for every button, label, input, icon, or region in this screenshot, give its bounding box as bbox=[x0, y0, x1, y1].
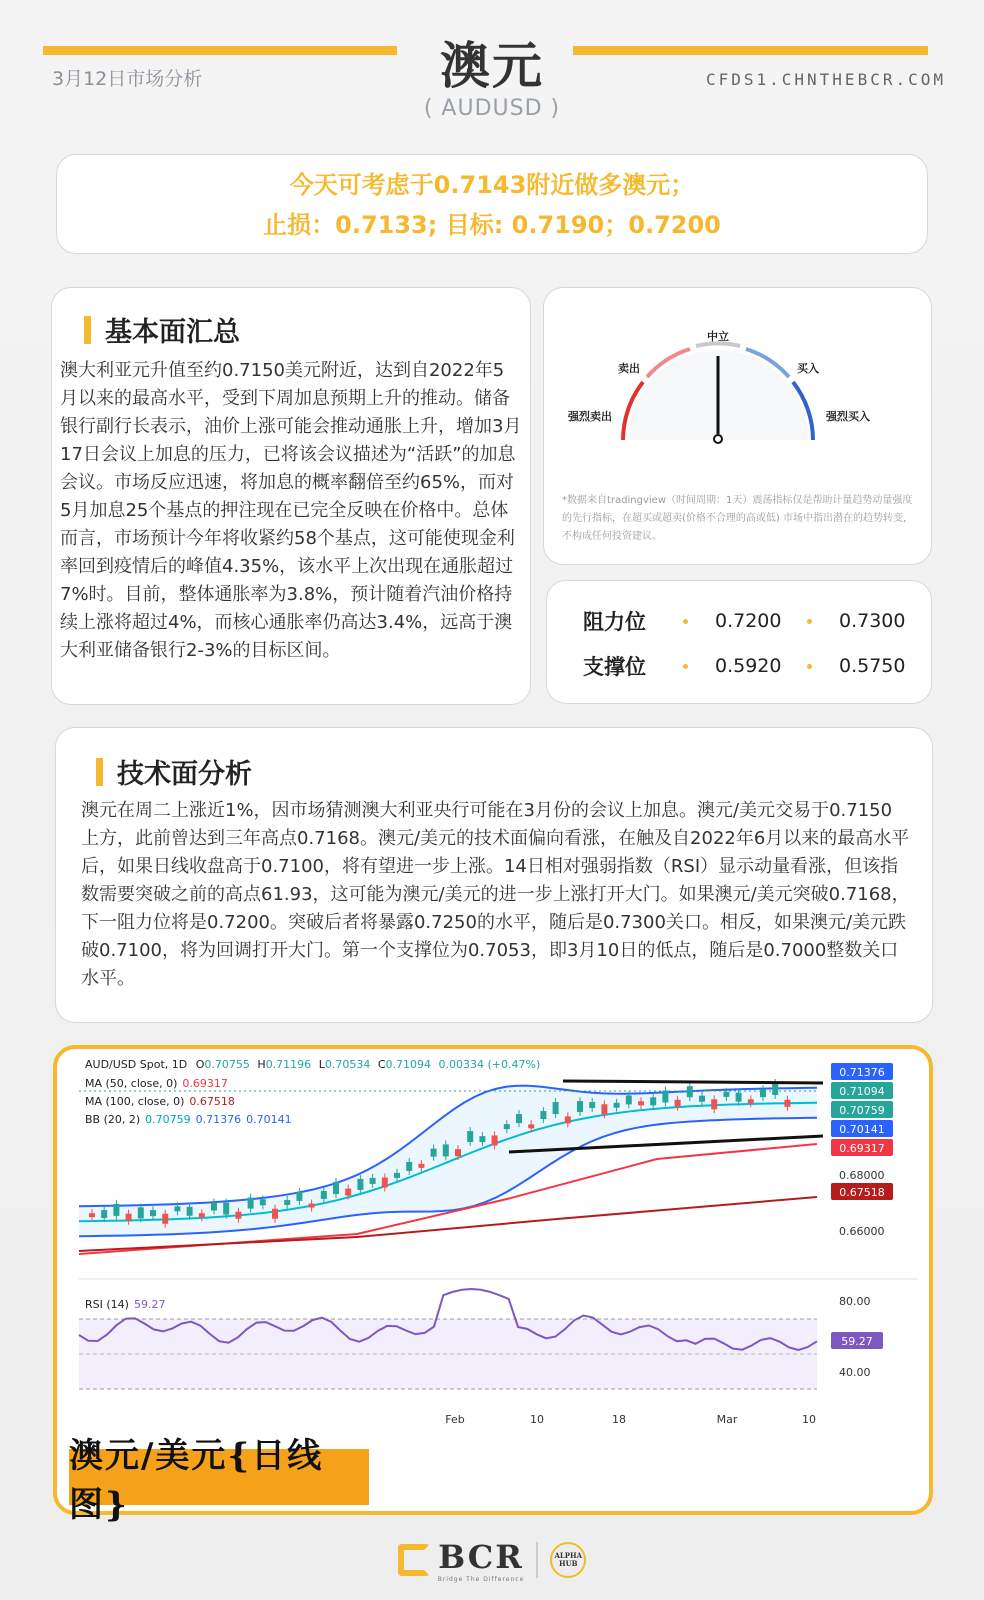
candle-body bbox=[553, 1102, 559, 1114]
candle-body bbox=[638, 1101, 644, 1105]
candle-body bbox=[516, 1114, 522, 1123]
resistance-trendline bbox=[563, 1081, 823, 1083]
technical-heading bbox=[96, 752, 910, 791]
candle-body bbox=[418, 1164, 424, 1168]
candle-body bbox=[211, 1203, 217, 1211]
candle-body bbox=[687, 1086, 693, 1097]
candle-body bbox=[309, 1204, 315, 1208]
gauge-label-sell: 卖出 bbox=[618, 362, 640, 375]
technical-card bbox=[55, 727, 933, 1023]
x-axis-label: Feb bbox=[445, 1413, 465, 1426]
logo-tagline: Bridge The Difference bbox=[437, 1575, 525, 1583]
legend-bb-label: BB (20, 2) bbox=[85, 1113, 141, 1126]
candle-body bbox=[614, 1103, 620, 1108]
page-title: 澳元 bbox=[440, 37, 544, 95]
legend-symbol: AUD/USD Spot, 1D bbox=[85, 1058, 188, 1071]
technical-body: 澳元在周二上涨近1%，因市场猜测澳大利亚央行可能在3月份的会议上加息。澳元/美元交易于0.7150上方，此前曾达到三年高点0.7168。澳元/美元的技术面偏向看涨，在触及自2022年6月以来的最高水平后，如果日线收盘高于0.7100，将有望进一步上涨。14日相对强弱指数（RSI）显示动量看涨，但该指数需要突破之前的高点61.93，这可能为澳元/美元的进一步上涨打开大门。如果澳元/美元突破0.7168，下一阻力位将是0.7200。突破后者将暴露0.7250的水平，随后是0.7300关口。相反，如果澳元/美元跌破0.7100，将为回调打开大门。第一个支撑位为0.7053，即3月10日的低点，随后是0.7000整数关口水平。 bbox=[81, 800, 910, 989]
price-axis-label: 0.66000 bbox=[839, 1225, 885, 1238]
candle-body bbox=[723, 1092, 729, 1097]
chart-caption: 澳元/美元{日线图} bbox=[69, 1449, 369, 1505]
sentiment-gauge-card bbox=[543, 287, 932, 565]
rsi-band-fill bbox=[79, 1319, 817, 1389]
x-axis-label: 18 bbox=[612, 1413, 626, 1426]
candle-body bbox=[784, 1100, 790, 1107]
logo-wordmark bbox=[438, 1538, 525, 1583]
fundamentals-title: 基本面汇总 bbox=[105, 317, 240, 348]
candle-body bbox=[736, 1093, 742, 1102]
candle-body bbox=[492, 1135, 498, 1145]
candle-body bbox=[760, 1089, 766, 1097]
x-axis-label: Mar bbox=[716, 1413, 738, 1426]
fundamentals-body: 澳大利亚元升值至约0.7150美元附近，达到自2022年5月以来的最高水平，受到下周加息预期上升的推动。储备银行副行长表示，油价上涨可能会推动通胀上升，增加3月17日会议上加息的压力，已将该会议描述为“活跃”的加息会议。市场反应迅速，将加息的概率翻倍至约65%，而对5月加息25个基点的押注现在已完全反映在价格中。总体而言，市场预计今年将收紧约58个基点，这可能使现金利率回到疫情后的峰值4.35%，该水平上次出现在通胀超过7%时。目前，整体通胀率为3.8%，预计随着汽油价格持续上涨将超过4%，而核心通胀率仍高达3.4%，远高于澳大利亚储备银行2-3%的目标区间。 bbox=[60, 360, 522, 661]
legend-ma100-label: MA (100, close, 0) bbox=[85, 1095, 185, 1108]
legend-h-label: H bbox=[257, 1058, 266, 1071]
price-tag-label: 0.69317 bbox=[839, 1142, 885, 1155]
legend-rsi-label: RSI (14) bbox=[85, 1298, 129, 1311]
candle-body bbox=[357, 1179, 363, 1190]
candle-body bbox=[577, 1101, 583, 1112]
legend-open: 0.70755 bbox=[204, 1058, 250, 1071]
gauge-pivot bbox=[714, 435, 722, 443]
legend-change: 0.00334 (+0.47%) bbox=[438, 1058, 541, 1071]
legend-bb-low: 0.70141 bbox=[246, 1113, 292, 1126]
legend-ma50: 0.69317 bbox=[182, 1077, 228, 1090]
candle-body bbox=[711, 1099, 717, 1109]
candle-body bbox=[296, 1192, 302, 1201]
candle-body bbox=[260, 1199, 266, 1205]
gauge-label-strong-buy: 强烈买入 bbox=[826, 410, 870, 423]
recommendation-line-1: 今天可考虑于0.7143附近做多澳元； bbox=[289, 171, 695, 199]
recommendation-card bbox=[56, 154, 928, 254]
legend-rsi-value: 59.27 bbox=[133, 1298, 166, 1311]
candle-body bbox=[101, 1210, 107, 1218]
candle-body bbox=[772, 1083, 778, 1095]
recommendation-line-2: 止损：0.7133; 目标: 0.7190；0.7200 bbox=[263, 211, 721, 239]
price-tag-label: 0.67518 bbox=[839, 1186, 885, 1199]
support-1: 0.5920 bbox=[715, 655, 782, 677]
logo-divider bbox=[536, 1542, 538, 1578]
price-tag-label: 0.70759 bbox=[839, 1104, 885, 1117]
candle-body bbox=[113, 1204, 119, 1216]
candle-body bbox=[150, 1210, 156, 1216]
legend-line-4 bbox=[85, 1113, 292, 1126]
fundamentals-card bbox=[51, 287, 531, 705]
price-tag-label: 0.71094 bbox=[839, 1085, 885, 1098]
gauge-label-strong-sell: 强烈卖出 bbox=[568, 410, 612, 423]
rsi-tag-label: 59.27 bbox=[841, 1335, 873, 1348]
candle-body bbox=[443, 1144, 449, 1156]
candle-body bbox=[248, 1198, 254, 1209]
candle-body bbox=[528, 1124, 534, 1128]
legend-c-label: C bbox=[377, 1058, 386, 1071]
legend-rsi bbox=[85, 1298, 165, 1311]
candle-body bbox=[333, 1182, 339, 1194]
fundamentals-heading bbox=[84, 310, 522, 349]
legend-bb-up: 0.71376 bbox=[195, 1113, 242, 1126]
candle-body bbox=[675, 1100, 681, 1107]
resistance-row bbox=[547, 601, 933, 641]
candle-body bbox=[748, 1099, 754, 1103]
candle-body bbox=[540, 1111, 546, 1119]
legend-o-label: O bbox=[195, 1058, 205, 1071]
site-url[interactable]: CFDS1.CHNTHEBCR.COM bbox=[705, 70, 946, 89]
bcr-mark-icon bbox=[398, 1544, 430, 1576]
candle-body bbox=[174, 1206, 180, 1211]
price-tag-label: 0.71376 bbox=[839, 1066, 885, 1079]
gauge-label-buy: 买入 bbox=[797, 362, 819, 375]
technical-title: 技术面分析 bbox=[117, 759, 252, 790]
candle-body bbox=[345, 1189, 351, 1196]
key-levels-card bbox=[546, 580, 932, 704]
legend-close: 0.71094 bbox=[385, 1058, 432, 1071]
x-axis-label: 10 bbox=[530, 1413, 544, 1426]
bullet-dot bbox=[807, 619, 812, 624]
legend-ma100: 0.67518 bbox=[189, 1095, 235, 1108]
resistance-2: 0.7300 bbox=[839, 610, 906, 632]
candle-body bbox=[394, 1173, 400, 1178]
candle-body bbox=[223, 1203, 229, 1215]
gauge-arc-neutral bbox=[696, 343, 740, 346]
candle-body bbox=[187, 1207, 193, 1216]
legend-high: 0.71196 bbox=[265, 1058, 312, 1071]
page-subtitle: ( AUDUSD ) bbox=[423, 96, 561, 121]
candle-body bbox=[565, 1116, 571, 1123]
candle-body bbox=[406, 1162, 412, 1171]
candle-body bbox=[455, 1149, 461, 1156]
rsi-axis-label: 40.00 bbox=[839, 1366, 871, 1379]
heading-marker bbox=[84, 316, 91, 344]
heading-marker bbox=[96, 758, 103, 786]
candle-body bbox=[370, 1178, 376, 1184]
sentiment-gauge bbox=[544, 288, 933, 488]
resistance-label: 阻力位 bbox=[583, 610, 646, 634]
candle-body bbox=[138, 1207, 144, 1218]
x-axis-label: 10 bbox=[802, 1413, 816, 1426]
candle-body bbox=[235, 1212, 241, 1219]
resistance-1: 0.7200 bbox=[715, 610, 782, 632]
price-tag-label: 0.70141 bbox=[839, 1123, 885, 1136]
legend-line-2 bbox=[85, 1077, 228, 1090]
candle-body bbox=[662, 1090, 668, 1102]
legend-low: 0.70534 bbox=[324, 1058, 371, 1071]
candle-body bbox=[382, 1178, 388, 1188]
gauge-label-neutral: 中立 bbox=[707, 330, 729, 343]
legend-line-1 bbox=[85, 1058, 540, 1071]
price-axis-label: 0.68000 bbox=[839, 1169, 885, 1182]
legend-bb-mid: 0.70759 bbox=[145, 1113, 191, 1126]
candle-body bbox=[650, 1097, 656, 1105]
candle-body bbox=[199, 1213, 205, 1217]
legend-l-label: L bbox=[318, 1058, 325, 1071]
alpha-hub-badge: ALPHA HUB bbox=[550, 1542, 586, 1578]
support-label: 支撑位 bbox=[583, 655, 646, 679]
legend-ma50-label: MA (50, close, 0) bbox=[85, 1077, 178, 1090]
price-chart-card bbox=[53, 1045, 933, 1525]
candle-body bbox=[589, 1102, 595, 1108]
candle-body bbox=[162, 1214, 168, 1224]
brand-logo bbox=[0, 1538, 984, 1582]
support-row bbox=[547, 646, 933, 686]
candle-body bbox=[272, 1209, 278, 1219]
candle-body bbox=[467, 1131, 473, 1142]
candle-body bbox=[89, 1213, 95, 1217]
candle-body bbox=[321, 1191, 327, 1199]
candle-body bbox=[601, 1104, 607, 1114]
candle-body bbox=[626, 1095, 632, 1104]
rsi-axis-label: 80.00 bbox=[839, 1295, 871, 1308]
gauge-disclaimer: *数据来自tradingview（时间周期：1天）震荡指标仅是帮助计量趋势动量强度的先行指标，在超买或超卖(价格不合理的高或低) 市场中指出潜在的趋势转变，不构成任何投资建议。 bbox=[562, 495, 913, 542]
logo-name: BCR bbox=[438, 1537, 524, 1576]
candle-body bbox=[431, 1149, 437, 1157]
bullet-dot bbox=[683, 664, 688, 669]
bullet-dot bbox=[807, 664, 812, 669]
candle-body bbox=[284, 1200, 290, 1205]
legend-line-3 bbox=[85, 1095, 235, 1108]
support-2: 0.5750 bbox=[839, 655, 906, 677]
bullet-dot bbox=[683, 619, 688, 624]
candle-body bbox=[126, 1214, 132, 1221]
candle-body bbox=[699, 1096, 705, 1102]
candle-body bbox=[479, 1136, 485, 1142]
candle-body bbox=[504, 1124, 510, 1129]
report-date: 3月12日市场分析 bbox=[52, 68, 203, 90]
